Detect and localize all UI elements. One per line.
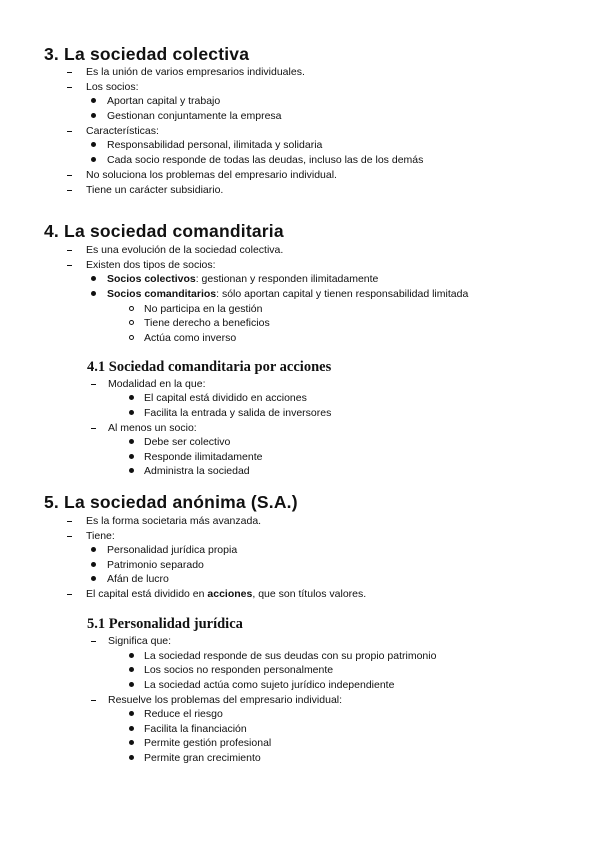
list-item: No participa en la gestión bbox=[144, 303, 263, 315]
list-item: Los socios no responden personalmente bbox=[144, 664, 334, 676]
bullet-dot bbox=[129, 439, 134, 444]
section-3-heading: 3. La sociedad colectiva bbox=[44, 44, 250, 64]
list-item: Resuelve los problemas del empresario individual: bbox=[108, 694, 343, 706]
section-4-1-heading: 4.1 Sociedad comanditaria por acciones bbox=[87, 359, 332, 375]
bullet-dot bbox=[129, 410, 134, 415]
list-item: Tiene derecho a beneficios bbox=[144, 317, 270, 329]
list-item: Tiene un carácter subsidiario. bbox=[86, 184, 224, 196]
bullet-ring bbox=[129, 335, 134, 340]
bullet-dot bbox=[129, 667, 134, 672]
list-item: Administra la sociedad bbox=[144, 465, 250, 477]
bullet-dot bbox=[91, 576, 96, 581]
list-item: Personalidad jurídica propia bbox=[107, 544, 238, 556]
text-segment: , que son títulos valores. bbox=[252, 588, 367, 600]
list-item: Es la unión de varios empresarios individuales. bbox=[86, 66, 305, 78]
list-item: Debe ser colectivo bbox=[144, 436, 231, 448]
bullet-dot bbox=[91, 291, 96, 296]
bullet-ring bbox=[129, 320, 134, 325]
list-item: Significa que: bbox=[108, 635, 172, 647]
list-item bbox=[107, 273, 378, 286]
list-item: Modalidad en la que: bbox=[108, 378, 206, 390]
list-item: Gestionan conjuntamente la empresa bbox=[107, 110, 282, 122]
dash-bullet bbox=[67, 250, 72, 251]
bullet-dot bbox=[129, 755, 134, 760]
list-item: Permite gestión profesional bbox=[144, 737, 272, 749]
bullet-dot bbox=[91, 276, 96, 281]
dash-bullet bbox=[67, 175, 72, 176]
dash-bullet bbox=[67, 594, 72, 595]
list-item: Facilita la financiación bbox=[144, 723, 247, 735]
dash-bullet bbox=[67, 87, 72, 88]
bullet-dot bbox=[129, 711, 134, 716]
list-item: Responsabilidad personal, ilimitada y solidaria bbox=[107, 139, 323, 151]
list-item: Es la forma societaria más avanzada. bbox=[86, 515, 262, 527]
list-item: No soluciona los problemas del empresario individual. bbox=[86, 169, 337, 181]
text-segment: El capital está dividido en bbox=[86, 588, 208, 600]
term-description: : gestionan y responden ilimitadamente bbox=[195, 273, 379, 285]
dash-bullet bbox=[67, 72, 72, 73]
bullet-dot bbox=[129, 395, 134, 400]
list-item: Tiene: bbox=[86, 530, 115, 542]
bullet-dot bbox=[129, 740, 134, 745]
bold-term: acciones bbox=[207, 588, 253, 600]
dash-bullet bbox=[67, 521, 72, 522]
list-item: Cada socio responde de todas las deudas, incluso las de los demás bbox=[107, 154, 424, 166]
bullet-dot bbox=[129, 653, 134, 658]
bullet-ring bbox=[129, 306, 134, 311]
dash-bullet bbox=[91, 384, 96, 385]
dash-bullet bbox=[67, 190, 72, 191]
list-item: Al menos un socio: bbox=[108, 422, 197, 434]
list-item: La sociedad actúa como sujeto jurídico independiente bbox=[144, 679, 395, 691]
list-item: Permite gran crecimiento bbox=[144, 752, 261, 764]
bullet-dot bbox=[91, 98, 96, 103]
bullet-dot bbox=[129, 454, 134, 459]
list-item: Afán de lucro bbox=[107, 573, 169, 585]
list-item: El capital está dividido en acciones bbox=[144, 392, 307, 404]
bullet-dot bbox=[129, 682, 134, 687]
list-item: Actúa como inverso bbox=[144, 332, 237, 344]
list-item: Es una evolución de la sociedad colectiva. bbox=[86, 244, 284, 256]
section-5-1-heading: 5.1 Personalidad jurídica bbox=[87, 616, 243, 632]
list-item bbox=[107, 288, 468, 301]
bullet-dot bbox=[91, 562, 96, 567]
section-4-heading: 4. La sociedad comanditaria bbox=[44, 221, 284, 241]
bullet-dot bbox=[91, 113, 96, 118]
dash-bullet bbox=[91, 428, 96, 429]
bold-term: Socios colectivos bbox=[107, 273, 196, 285]
list-item: Existen dos tipos de socios: bbox=[86, 259, 216, 271]
dash-bullet bbox=[67, 265, 72, 266]
list-item: Características: bbox=[86, 125, 159, 137]
section-5-heading: 5. La sociedad anónima (S.A.) bbox=[44, 492, 298, 512]
bullet-dot bbox=[129, 726, 134, 731]
list-item: Reduce el riesgo bbox=[144, 708, 223, 720]
term-description: : sólo aportan capital y tienen responsabilidad limitada bbox=[216, 288, 469, 300]
bold-term: Socios comanditarios bbox=[107, 288, 217, 300]
bullet-dot bbox=[91, 547, 96, 552]
bullet-dot bbox=[91, 142, 96, 147]
list-item: Patrimonio separado bbox=[107, 559, 204, 571]
dash-bullet bbox=[67, 536, 72, 537]
dash-bullet bbox=[67, 131, 72, 132]
list-item: Facilita la entrada y salida de inversores bbox=[144, 407, 332, 419]
dash-bullet bbox=[91, 641, 96, 642]
list-item: Los socios: bbox=[86, 81, 139, 93]
list-item: La sociedad responde de sus deudas con su propio patrimonio bbox=[144, 650, 437, 662]
list-item: Aportan capital y trabajo bbox=[107, 95, 221, 107]
bullet-dot bbox=[91, 157, 96, 162]
dash-bullet bbox=[91, 700, 96, 701]
bullet-dot bbox=[129, 468, 134, 473]
list-item: Responde ilimitadamente bbox=[144, 451, 263, 463]
list-item bbox=[86, 588, 366, 601]
